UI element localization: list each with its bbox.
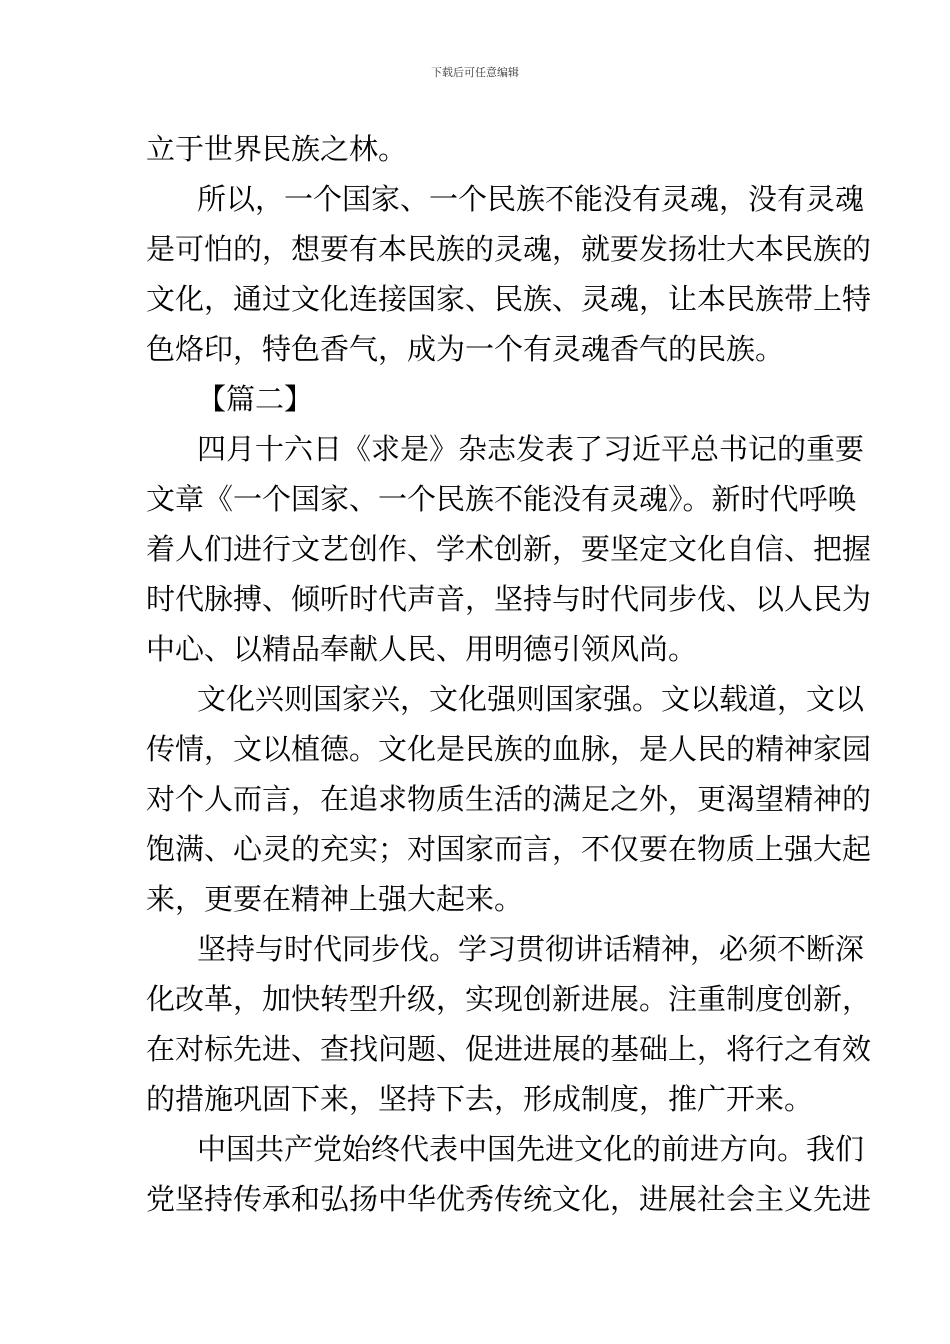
paragraph bbox=[146, 424, 872, 674]
text-line: 四月十六日《求是》杂志发表了习近平总书记的重要 bbox=[197, 432, 865, 466]
text-line: 立于世界民族之林。 bbox=[146, 132, 408, 166]
text-line: 传情，文以植德。文化是民族的血脉，是人民的精神家园 bbox=[146, 732, 872, 766]
text-line: 着人们进行文艺创作、学术创新，要坚定文化自信、把握 bbox=[146, 532, 872, 566]
document-body bbox=[146, 124, 872, 1224]
paragraph bbox=[146, 124, 806, 174]
text-line: 所以，一个国家、一个民族不能没有灵魂，没有灵魂 bbox=[197, 182, 865, 216]
text-line: 饱满、心灵的充实；对国家而言，不仅要在物质上强大起 bbox=[146, 832, 872, 866]
text-line: 是可怕的，想要有本民族的灵魂，就要发扬壮大本民族的 bbox=[146, 232, 872, 266]
text-line: 文化兴则国家兴，文化强则国家强。文以载道，文以 bbox=[197, 682, 865, 716]
section-heading bbox=[146, 374, 806, 424]
text-line: 化改革，加快转型升级，实现创新进展。注重制度创新， bbox=[146, 982, 872, 1016]
text-line: 党坚持传承和弘扬中华优秀传统文化，进展社会主义先进 bbox=[146, 1182, 872, 1216]
text-line: 对个人而言，在追求物质生活的满足之外，更渴望精神的 bbox=[146, 782, 872, 816]
text-line: 中心、以精品奉献人民、用明德引领风尚。 bbox=[146, 632, 698, 666]
text-line: 的措施巩固下来，坚持下去，形成制度，推广开来。 bbox=[146, 1082, 814, 1116]
paragraph bbox=[146, 174, 872, 374]
page-header-note: 下载后可任意编辑 bbox=[431, 66, 519, 79]
paragraph bbox=[146, 924, 872, 1124]
paragraph bbox=[146, 674, 872, 924]
paragraph bbox=[146, 1124, 872, 1224]
text-line: 坚持与时代同步伐。学习贯彻讲话精神，必须不断深 bbox=[197, 932, 865, 966]
text-line: 中国共产党始终代表中国先进文化的前进方向。我们 bbox=[197, 1132, 865, 1166]
text-line: 来，更要在精神上强大起来。 bbox=[146, 882, 524, 916]
text-line: 时代脉搏、倾听时代声音，坚持与时代同步伐、以人民为 bbox=[146, 582, 872, 616]
text-line: 【篇二】 bbox=[197, 382, 314, 416]
text-line: 文化，通过文化连接国家、民族、灵魂，让本民族带上特 bbox=[146, 282, 872, 316]
text-line: 在对标先进、查找问题、促进进展的基础上，将行之有效 bbox=[146, 1032, 872, 1066]
text-line: 色烙印，特色香气，成为一个有灵魂香气的民族。 bbox=[146, 332, 785, 366]
text-line: 文章《一个国家、一个民族不能没有灵魂》。新时代呼唤 bbox=[146, 482, 857, 516]
